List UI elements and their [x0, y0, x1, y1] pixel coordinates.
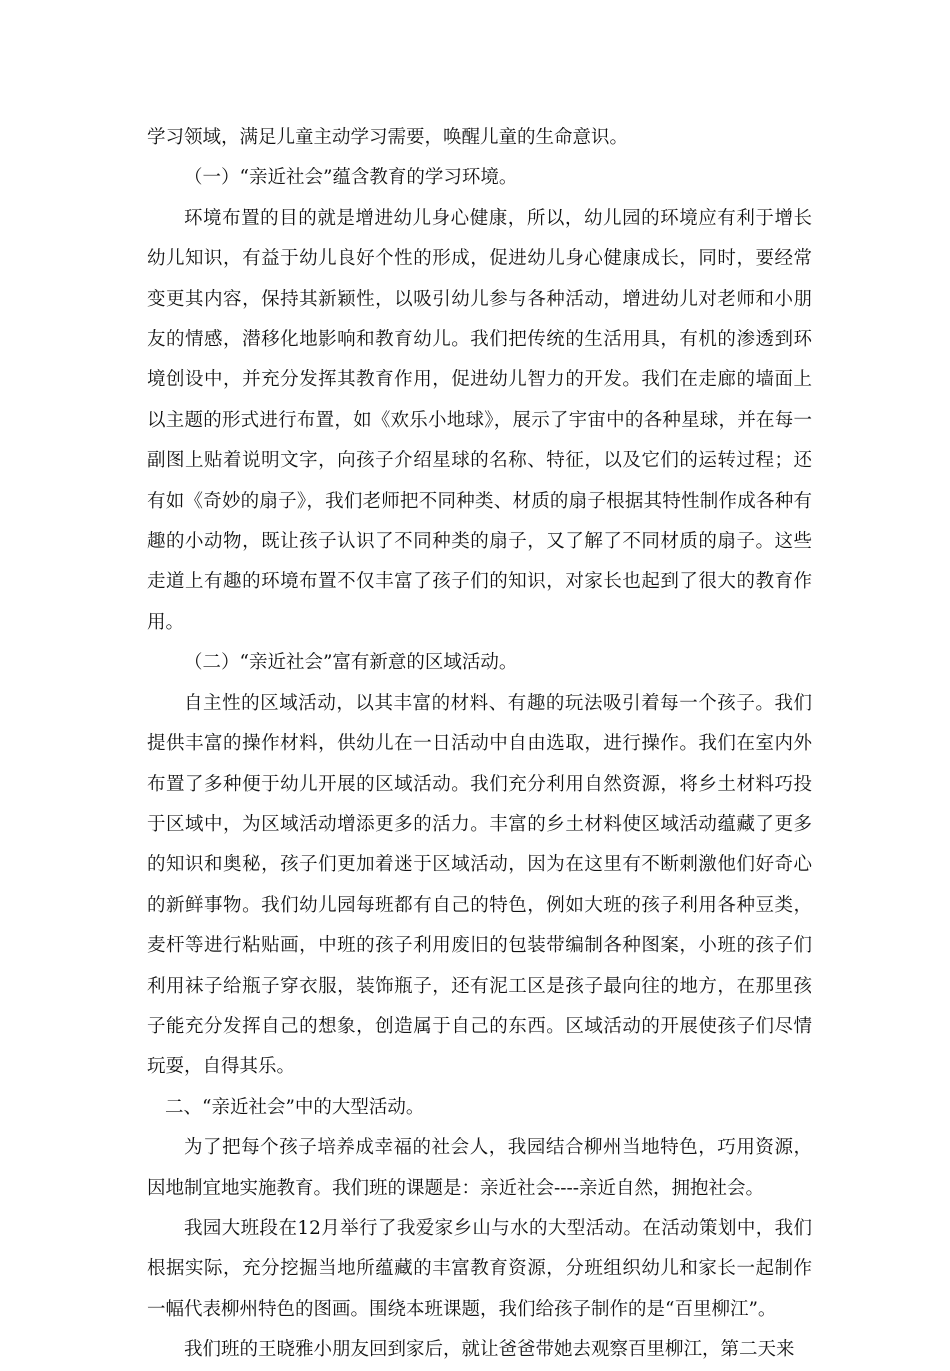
section-heading-area-activities: （二）“亲近社会”富有新意的区域活动。	[184, 652, 518, 674]
paragraph-area-activities: 自主性的区域活动，以其丰富的材料、有趣的玩法吸引着每一个孩子。我们提供丰富的操作材料，供幼儿在一日活动中自由选取，进行操作。我们在室内外布置了多种便于幼儿开展的区域活动。我们充分利用自然资源，将乡土材料巧投于区域中，为区域活动增添更多的活力。丰富的乡土材料使区域活动蕴藏了更多的知识和奥秘，孩子们更加着迷于区域活动，因为在这里有不断刺激他们好奇心的新鲜事物。我们幼儿园每班都有自己的特色，例如大班的孩子利用各种豆类，麦杆等进行粘贴画，中班的孩子利用废旧的包装带编制各种图案，小班的孩子们利用袜子给瓶子穿衣服，装饰瓶子，还有泥工区是孩子最向往的地方，在那里孩子能充分发挥自己的想象，创造属于自己的东西。区域活动的开展使孩子们尽情玩耍，自得其乐。	[147, 692, 812, 1078]
paragraph-course-topic: 为了把每个孩子培养成幸福的社会人，我园结合柳州当地特色，巧用资源，因地制宜地实施教育。我们班的课题是：亲近社会----亲近自然，拥抱社会。	[147, 1137, 812, 1199]
paragraph-december-event: 我园大班段在12月举行了我爱家乡山与水的大型活动。在活动策划中，我们根据实际，充分挖掘当地所蕴藏的丰富教育资源，分班组织幼儿和家长一起制作一幅代表柳州特色的图画。围绕本班课题，我们给孩子制作的是“百里柳江”。	[147, 1217, 812, 1320]
document-body	[147, 118, 812, 1371]
paragraph-environment: 环境布置的目的就是增进幼儿身心健康，所以，幼儿园的环境应有利于增长幼儿知识，有益于幼儿良好个性的形成，促进幼儿身心健康成长，同时，要经常变更其内容，保持其新颖性，以吸引幼儿参与各种活动，增进幼儿对老师和小朋友的情感，潜移化地影响和教育幼儿。我们把传统的生活用具，有机的渗透到环境创设中，并充分发挥其教育作用，促进幼儿智力的开发。我们在走廊的墙面上以主题的形式进行布置，如《欢乐小地球》，展示了宇宙中的各种星球，并在每一副图上贴着说明文字，向孩子介绍星球的名称、特征，以及它们的运转过程；还有如《奇妙的扇子》，我们老师把不同种类、材质的扇子根据其特性制作成各种有趣的小动物，既让孩子认识了不同种类的扇子，又了解了不同材质的扇子。这些走道上有趣的环境布置不仅丰富了孩子们的知识，对家长也起到了很大的教育作用。	[147, 207, 812, 633]
section-heading-environment: （一）“亲近社会”蕴含教育的学习环境。	[184, 167, 518, 189]
section-heading-large-activities: 二、“亲近社会”中的大型活动。	[165, 1096, 425, 1118]
paragraph-continuation: 学习领域，满足儿童主动学习需要，唤醒儿童的生命意识。	[147, 127, 629, 148]
paragraph-student-story: 我们班的王晓雅小朋友回到家后，就让爸爸带她去观察百里柳江，第二天来	[184, 1339, 795, 1361]
